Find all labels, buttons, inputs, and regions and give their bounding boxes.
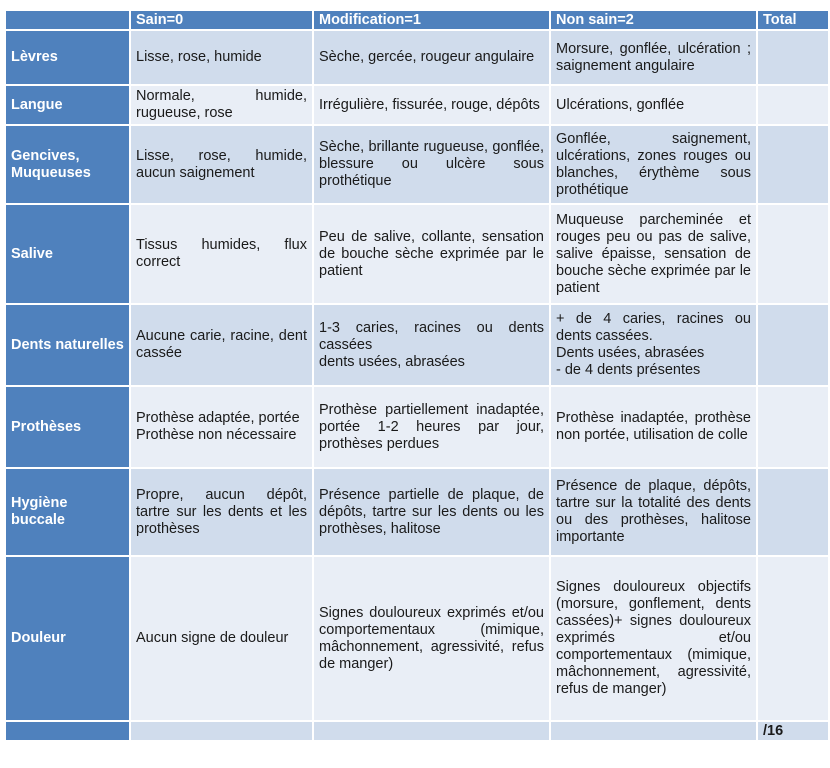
cell-sain [130,556,313,721]
cell-line: Prothèse adaptée, portée [136,410,300,426]
table-row [5,556,829,721]
cell-sain [130,468,313,556]
cell-line: Sèche, gercée, rougeur angulaire [319,49,535,65]
table-row [5,30,829,85]
cell-modification [313,304,550,386]
cell-total [757,556,829,721]
header-sain: Sain=0 [130,10,313,30]
table-row [5,304,829,386]
table-row [5,204,829,304]
cell-non-sain [550,468,757,556]
table-row [5,85,829,125]
cell-line: Ulcérations, gonflée [556,96,685,113]
cell-non-sain [550,204,757,304]
row-label: Salive [5,204,130,304]
row-label: Lèvres [5,30,130,85]
cell-total [757,30,829,85]
header-non-sain: Non sain=2 [550,10,757,30]
footer-empty [130,721,313,741]
cell-line: Signes douloureux exprimés et/ou comportementaux (mimique, mâchonnement, agressivité, refus de manger) [319,604,544,672]
row-label: Douleur [5,556,130,721]
cell-line: Gonflée, saignement, ulcérations, zones rouges ou blanches, érythème sous prothétique [556,130,751,198]
cell-modification [313,30,550,85]
cell-line: Dents usées, abrasées [556,345,705,361]
cell-line: dents usées, abrasées [319,353,465,370]
cell-modification [313,204,550,304]
cell-line: Présence partielle de plaque, de dépôts, tartre sur les dents ou les prothèses, halitose [319,486,544,537]
cell-non-sain [550,30,757,85]
cell-modification [313,468,550,556]
row-label: Prothèses [5,386,130,468]
cell-total [757,125,829,204]
cell-line: Prothèse partiellement inadaptée, portée 1-2 heures par jour, prothèses perdues [319,401,544,452]
cell-total [757,304,829,386]
cell-non-sain [550,386,757,468]
cell-non-sain [550,556,757,721]
table-row [5,386,829,468]
header-total: Total [757,10,829,30]
cell-modification [313,125,550,204]
table-row [5,125,829,204]
cell-line: + de 4 caries, racines ou dents cassées. [556,311,751,344]
cell-non-sain [550,125,757,204]
cell-line: Irrégulière, fissurée, rouge, dépôts [319,96,540,113]
header-row [5,10,829,30]
cell-line: Signes douloureux objectifs (morsure, gonflement, dents cassées)+ signes douloureux exprimés et/ou comportementaux (mimique, mâchonnement, agressivité, refus de manger) [556,579,751,697]
cell-non-sain [550,85,757,125]
cell-modification [313,386,550,468]
cell-line: 1-3 caries, racines ou dents cassées [319,319,544,353]
footer-row [5,721,829,741]
oral-health-assessment-table [4,9,830,742]
cell-line: Muqueuse parcheminée et rouges peu ou pas de salive, salive épaisse, sensation de bouche sèche exprimée par le patient [556,211,751,296]
cell-total [757,468,829,556]
cell-line: Lisse, rose, humide [136,49,262,65]
header-modification: Modification=1 [313,10,550,30]
cell-line: Aucune carie, racine, dent cassée [136,328,307,361]
cell-modification [313,556,550,721]
cell-sain [130,304,313,386]
cell-line: Sèche, brillante rugueuse, gonflée, blessure ou ulcère sous prothétique [319,139,544,189]
cell-total [757,204,829,304]
footer-empty [550,721,757,741]
table-row [5,468,829,556]
cell-line: Aucun signe de douleur [136,630,289,646]
cell-line: Peu de salive, collante, sensation de bouche sèche exprimée par le patient [319,228,544,279]
cell-line: Propre, aucun dépôt, tartre sur les dents et les prothèses [136,486,307,537]
cell-sain [130,204,313,304]
cell-line: Normale, humide, rugueuse, rose [136,88,307,121]
cell-non-sain [550,304,757,386]
cell-line: Prothèse non nécessaire [136,427,297,443]
header-corner [5,10,130,30]
footer-total: /16 [757,721,829,741]
cell-sain [130,30,313,85]
cell-sain [130,386,313,468]
row-label: Gencives, Muqueuses [5,125,130,204]
cell-sain [130,125,313,204]
cell-modification [313,85,550,125]
row-label: Dents naturelles [5,304,130,386]
footer-label [5,721,130,741]
footer-empty [313,721,550,741]
cell-line: Prothèse inadaptée, prothèse non portée, utilisation de colle [556,410,751,443]
cell-line: Lisse, rose, humide, aucun saignement [136,147,307,181]
row-label: Hygiène buccale [5,468,130,556]
cell-line: Présence de plaque, dépôts, tartre sur la totalité des dents ou des prothèses, halitose importante [556,478,751,545]
row-label: Langue [5,85,130,125]
cell-total [757,85,829,125]
cell-line: - de 4 dents présentes [556,362,701,378]
cell-line: Tissus humides, flux correct [136,237,307,270]
cell-line: Morsure, gonflée, ulcération ; saignement angulaire [556,40,751,74]
cell-total [757,386,829,468]
cell-sain [130,85,313,125]
